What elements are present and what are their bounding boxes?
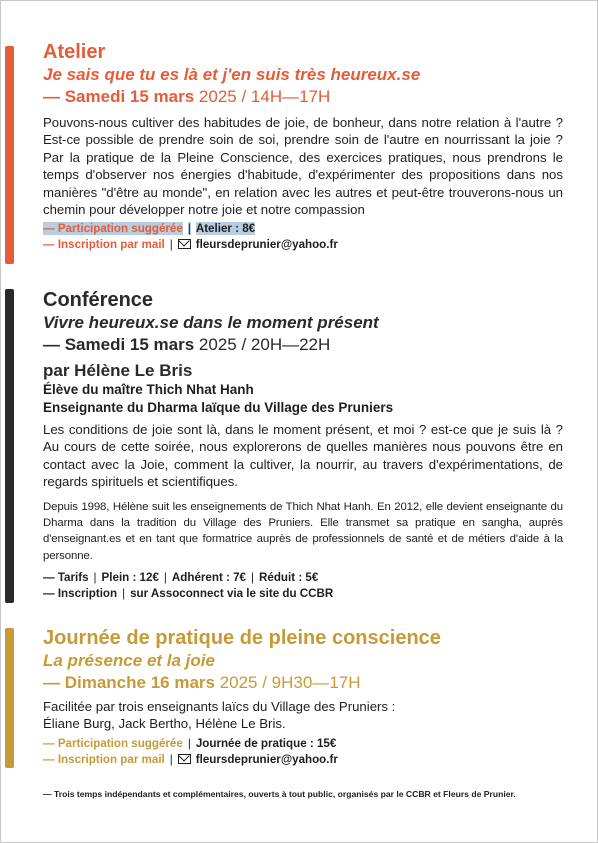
- atelier-participation-label: — Participation suggérée: [43, 222, 183, 236]
- envelope-icon: [178, 754, 191, 764]
- conference-accent-bar: [5, 289, 14, 603]
- separator: |: [169, 752, 173, 766]
- envelope-icon: [178, 239, 191, 249]
- journee-title: Journée de pratique de pleine conscience: [43, 627, 441, 649]
- conference-speaker: par Hélène Le Bris: [43, 361, 193, 380]
- journee-date-time: 2025 / 9H30—17H: [214, 673, 361, 692]
- separator: |: [251, 570, 255, 584]
- journee-inscription-line: [43, 752, 563, 768]
- conference-date-day: — Samedi 15 mars: [43, 335, 195, 354]
- conference-inscription-label: — Inscription: [43, 586, 118, 600]
- conference-tarifs-line: [43, 570, 563, 586]
- separator: |: [163, 570, 167, 584]
- speaker-role-2: Enseignante du Dharma laïque du Village des Pruniers: [43, 400, 394, 415]
- atelier-date-day: — Samedi 15 mars: [43, 87, 195, 106]
- tarif-adherent: Adhérent : 7€: [171, 570, 247, 584]
- tarif-reduit: Réduit : 5€: [259, 570, 319, 584]
- atelier-section: [43, 40, 563, 253]
- atelier-accent-bar: [5, 46, 14, 264]
- journee-accent-bar: [5, 628, 14, 768]
- separator: |: [169, 238, 173, 252]
- separator: |: [187, 222, 191, 236]
- footnote: — Trois temps indépendants et complémentaires, ouverts à tout public, organisés par le CCBR et Fleurs de Prunier.: [43, 789, 516, 799]
- journee-date-day: — Dimanche 16 mars: [43, 673, 215, 692]
- conference-inscription-link[interactable]: sur Assoconnect via le site du CCBR: [130, 586, 334, 600]
- journee-participation-line: [43, 736, 563, 752]
- journee-description: [43, 698, 563, 733]
- separator: |: [93, 570, 97, 584]
- conference-subtitle: Vivre heureux.se dans le moment présent: [43, 313, 379, 332]
- speaker-role-1: Élève du maître Thich Nhat Hanh: [43, 382, 254, 397]
- separator: |: [187, 736, 191, 750]
- atelier-participation-price: Atelier : 8€: [195, 222, 256, 236]
- conference-section: [43, 288, 563, 602]
- atelier-date: [43, 86, 563, 108]
- journee-date: [43, 672, 563, 694]
- journee-section: [43, 626, 563, 768]
- journee-participation-label: — Participation suggérée: [43, 736, 183, 750]
- atelier-description: Pouvons-nous cultiver des habitudes de joie, de bonheur, dans notre relation à l'autre ? Est-ce possible de prendre soin de soi, prendre soin de l'autre en nourrissant la joie ? Par la pratique de la Pleine Conscience, des exercices pratiques, nous prendrons le temps d'observer nos énergies d'habitude, d'expérimenter des propositions dans nos manières "d'être au monde", en relation avec les autres et peut-être trouverons-nous un chemin pour développer notre joie et notre compassion: [43, 115, 563, 218]
- conference-description: Les conditions de joie sont là, dans le moment présent, et moi ? est-ce que je suis là ? Au cours de cette soirée, nous explorerons de quelles manières nous pouvons être en contact avec la Joie, comment la cultiver, la nourrir, au travers d'expérimentations, de regards spirituels et scientifiques.: [43, 422, 563, 490]
- speaker-bio: Depuis 1998, Hélène suit les enseignements de Thich Nhat Hanh. En 2012, elle devient enseignante du Dharma dans la tradition du Village des Pruniers. Elle transmet sa pratique en sangha, auprès d'enseignant.es et en tant que formatrice auprès de professionnels de santé et de métiers d'aide à la personne.: [43, 500, 563, 562]
- journee-description-line-2: Éliane Burg, Jack Bertho, Hélène Le Bris.: [43, 716, 286, 732]
- atelier-inscription-label: — Inscription par mail: [43, 238, 165, 252]
- journee-subtitle: La présence et la joie: [43, 651, 215, 670]
- journee-inscription-label: — Inscription par mail: [43, 752, 165, 766]
- atelier-email-link[interactable]: fleursdeprunier@yahoo.fr: [195, 238, 338, 252]
- atelier-title: Atelier: [43, 41, 106, 63]
- conference-date-time: 2025 / 20H—22H: [194, 335, 331, 354]
- journee-description-line-1: Facilitée par trois enseignants laïcs du Village des Pruniers :: [43, 699, 396, 714]
- conference-date: [43, 334, 563, 356]
- journee-participation-price: Journée de pratique : 15€: [195, 736, 337, 750]
- separator: |: [122, 586, 126, 600]
- journee-email-link[interactable]: fleursdeprunier@yahoo.fr: [195, 752, 338, 766]
- atelier-date-time: 2025 / 14H—17H: [194, 87, 331, 106]
- tarif-plein: Plein : 12€: [101, 570, 159, 584]
- atelier-subtitle: Je sais que tu es là et j'en suis très heureux.se: [43, 65, 421, 84]
- atelier-inscription-line: [43, 237, 563, 253]
- conference-inscription-line: [43, 586, 563, 602]
- conference-title: Conférence: [43, 289, 154, 311]
- tarifs-label: — Tarifs: [43, 570, 89, 584]
- atelier-participation-line: [43, 221, 563, 237]
